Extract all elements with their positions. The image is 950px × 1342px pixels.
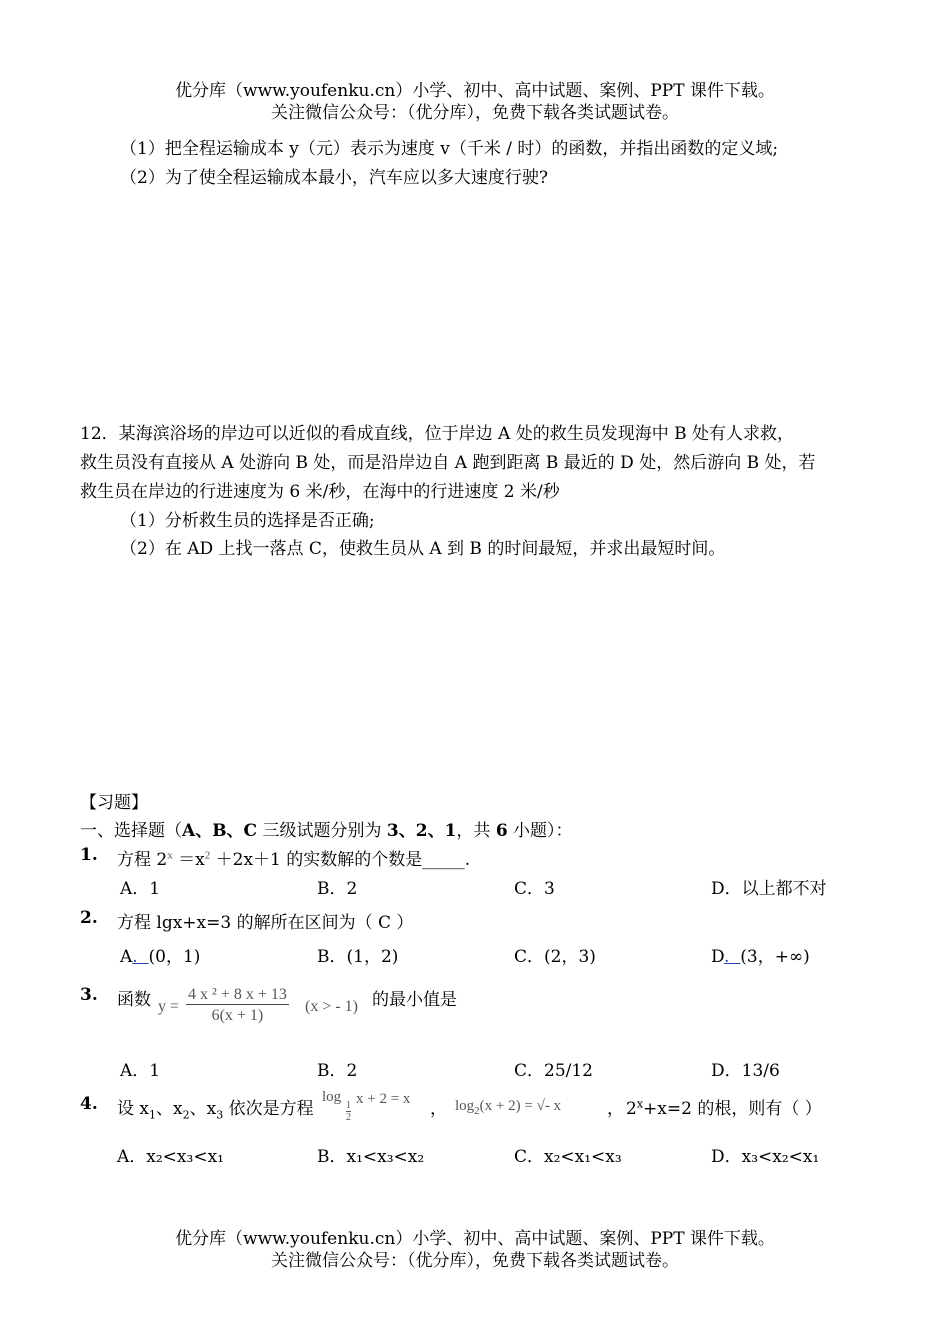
q2-option-d-dot: . bbox=[724, 947, 730, 967]
q3-text: 函数 bbox=[117, 990, 151, 1010]
q2-option-d bbox=[711, 942, 810, 967]
q4-option-a: A．x₂<x₃<x₁ bbox=[117, 1147, 224, 1167]
q1-text-c: ＋2x＋1 的实数解的个数是_____. bbox=[210, 850, 471, 870]
q2-option-a-letter: A bbox=[120, 947, 133, 967]
q4-eq2-log: log bbox=[455, 1098, 475, 1114]
q4-eq1-base-den: 2 bbox=[346, 1112, 351, 1123]
q2-option-d-value: (3，+∞) bbox=[740, 947, 810, 967]
q1-text-a: 方程 2 bbox=[117, 850, 168, 870]
q2-number: 2. bbox=[80, 908, 98, 928]
q12-line-3: 救生员在岸边的行进速度为 6 米/秒，在海中的行进速度 2 米/秒 bbox=[80, 482, 560, 502]
intro-total: 6 bbox=[495, 821, 508, 841]
header-line-1: 优分库（www.youfenku.cn）小学、初中、高中试题、案例、PPT 课件下载。 bbox=[175, 81, 775, 101]
footer-line-1: 优分库（www.youfenku.cn）小学、初中、高中试题、案例、PPT 课件下载。 bbox=[175, 1229, 775, 1249]
q4-sep-1: 、x bbox=[156, 1099, 183, 1119]
q4-eq1-base bbox=[346, 1100, 351, 1123]
q2-option-a bbox=[120, 942, 200, 967]
q4-eq3-a: 2 bbox=[626, 1099, 637, 1119]
q12-part-2: （2）在 AD 上找一落点 C，使救生员从 A 到 B 的时间最短，并求出最短时间。 bbox=[120, 539, 726, 559]
q1-stem bbox=[117, 845, 470, 870]
q4-sub-3: 3 bbox=[216, 1108, 224, 1122]
q3-fraction bbox=[186, 986, 289, 1025]
q3-numerator: 4 x ² + 8 x + 13 bbox=[188, 986, 287, 1003]
q2-option-c: C．(2，3) bbox=[514, 947, 596, 967]
q1-number: 1. bbox=[80, 845, 98, 865]
q1-sup-x: x bbox=[167, 849, 173, 862]
q4-option-d: D．x₃<x₂<x₁ bbox=[711, 1147, 820, 1167]
q1-option-b: B．2 bbox=[317, 879, 358, 899]
q4-eq3 bbox=[626, 1094, 822, 1119]
q12-line-1: 12．某海滨浴场的岸边可以近似的看成直线，位于岸边 A 处的救生员发现海中 B 处有人求救， bbox=[80, 424, 795, 444]
intro-suffix: 小题）： bbox=[507, 821, 573, 841]
q2-option-a-value: (0，1) bbox=[148, 947, 201, 967]
q4-eq2-base: 2 bbox=[474, 1105, 480, 1117]
q4-eq1-log: log bbox=[322, 1089, 342, 1105]
intro-mid-2: ，共 bbox=[456, 821, 496, 841]
q4-stem-a bbox=[117, 1094, 314, 1121]
q11-part-1: （1）把全程运输成本 y（元）表示为速度 v（千米 / 时）的函数，并指出函数的定义域; bbox=[120, 139, 779, 159]
exercises-heading: 【习题】 bbox=[80, 793, 148, 813]
intro-mid-1: 三级试题分别为 bbox=[257, 821, 387, 841]
q1-option-d: D．以上都不对 bbox=[711, 879, 827, 899]
q4-sub-1: 1 bbox=[149, 1108, 156, 1122]
q1-option-a: A．1 bbox=[120, 879, 161, 899]
q3-number: 3. bbox=[80, 985, 98, 1005]
q2-stem: 方程 lgx+x=3 的解所在区间为（ C ） bbox=[117, 913, 414, 933]
q3-option-d: D．13/6 bbox=[711, 1061, 780, 1081]
q12-part-1: （1）分析救生员的选择是否正确; bbox=[120, 511, 375, 531]
q4-number: 4. bbox=[80, 1094, 98, 1114]
intro-abc: A、B、C bbox=[182, 821, 258, 841]
footer-line-2: 关注微信公众号：（优分库），免费下载各类试题试卷。 bbox=[271, 1251, 679, 1271]
q3-condition: (x > - 1) bbox=[305, 998, 359, 1015]
intro-prefix: 一、选择题（ bbox=[80, 821, 182, 841]
q2-option-a-gap bbox=[138, 947, 149, 967]
q3-denominator: 6(x + 1) bbox=[211, 1007, 264, 1024]
q4-eq3-sup: x bbox=[636, 1097, 644, 1111]
q4-comma-1: ， bbox=[430, 1099, 447, 1119]
q2-option-d-gap bbox=[729, 947, 740, 967]
q2-option-b: B．(1，2) bbox=[317, 947, 399, 967]
section-intro bbox=[80, 816, 573, 841]
q3-option-a: A．1 bbox=[120, 1061, 161, 1081]
q4-eq2 bbox=[455, 1098, 561, 1117]
q4-eq2-rest: (x + 2) = √- x bbox=[479, 1098, 562, 1114]
q4-sep-2: 、x bbox=[189, 1099, 217, 1119]
q2-option-d-letter: D bbox=[711, 947, 725, 967]
q3-option-b: B．2 bbox=[317, 1061, 358, 1081]
q4-comma-2: ， bbox=[607, 1099, 624, 1119]
q1-text-b: ＝x bbox=[172, 850, 205, 870]
q4-sub-2: 2 bbox=[182, 1108, 190, 1122]
q4-text-a: 设 x bbox=[117, 1099, 149, 1119]
q4-option-c: C．x₂<x₁<x₃ bbox=[514, 1147, 622, 1167]
q4-text-b: 依次是方程 bbox=[223, 1099, 314, 1119]
q3-option-c: C．25/12 bbox=[514, 1061, 593, 1081]
header-line-2: 关注微信公众号：（优分库），免费下载各类试题试卷。 bbox=[271, 103, 679, 123]
q3-suffix: 的最小值是 bbox=[372, 990, 457, 1010]
q4-eq1-rest: x + 2 = x bbox=[356, 1091, 411, 1107]
q2-option-a-dot: . bbox=[132, 947, 138, 967]
intro-counts: 3、2、1 bbox=[386, 821, 457, 841]
q1-sup-2: 2 bbox=[204, 849, 211, 862]
q3-y-equals: y = bbox=[158, 998, 180, 1015]
q4-option-b: B．x₁<x₃<x₂ bbox=[317, 1147, 425, 1167]
q12-line-2: 救生员没有直接从 A 处游向 B 处，而是沿岸边自 A 跑到距离 B 最近的 D 处，然后游向 B 处，若 bbox=[80, 453, 816, 473]
q1-option-c: C．3 bbox=[514, 879, 555, 899]
q4-eq3-b: +x=2 的根，则有（ ） bbox=[643, 1099, 822, 1119]
q4-eq1-base-num: 1 bbox=[346, 1100, 351, 1111]
q11-part-2: （2）为了使全程运输成本最小，汽车应以多大速度行驶? bbox=[120, 168, 548, 188]
